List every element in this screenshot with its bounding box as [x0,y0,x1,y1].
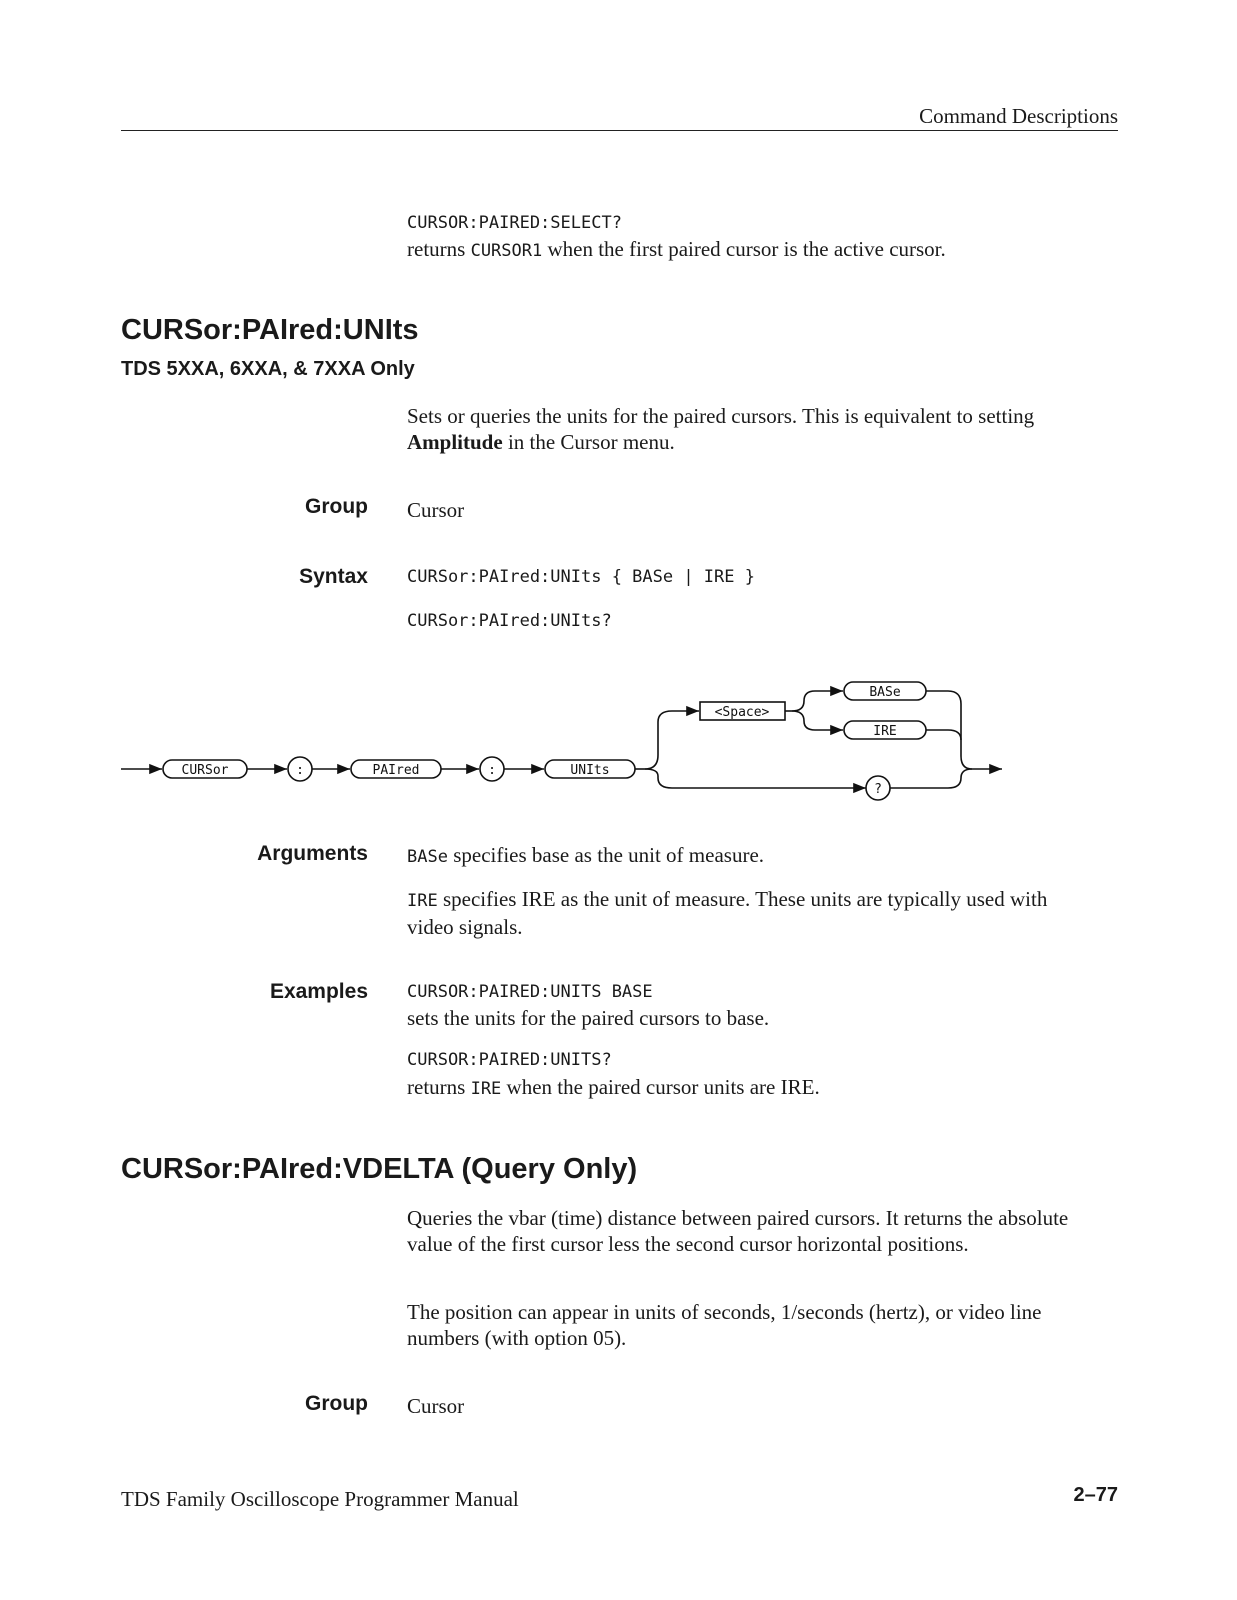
s1-syntax-line-1: CURSor:PAIred:UNIts { BASe | IRE } [407,567,755,587]
section2-title: CURSor:PAIred:VDELTA (Query Only) [121,1153,638,1185]
diagram-label-space: <Space> [714,705,770,720]
section1-description [407,403,1107,455]
diagram-label-base: BASe [869,685,901,700]
ex2-desc-code: IRE [470,1079,502,1099]
arg1-text: specifies base as the unit of measure. [447,843,765,867]
s1-group-value: Cursor [407,498,465,522]
section2-para-1: Queries the vbar (time) distance between paired cursors. It returns the absolute value of the first cursor less the second cursor horizontal positions. [407,1206,1069,1256]
intro-desc-code: CURSOR1 [470,241,543,261]
ex1-desc-pre: sets the units for the paired cursors to base. [407,1006,770,1030]
s1-examples-label: Examples [269,980,368,1003]
section1-subtitle: TDS 5XXA, 6XXA, & 7XXA Only [121,358,415,380]
s1-syntax-label: Syntax [299,565,368,588]
arg2-code: IRE [407,891,438,911]
footer-page-number: 2–77 [1073,1484,1118,1506]
s1-syntax-line-2: CURSor:PAIred:UNIts? [407,611,612,631]
s1-arguments-label: Arguments [257,842,368,865]
diagram-label-colon-2: : [488,763,496,778]
arg1-code: BASe [407,847,448,867]
footer-manual-title: TDS Family Oscilloscope Programmer Manual [121,1487,519,1511]
intro-example-command: CURSOR:PAIRED:SELECT? [407,213,622,233]
diagram-label-units: UNIts [570,763,610,778]
arg2-text: specifies IRE as the unit of measure. These units are typically used with video signals. [407,887,1048,939]
header-rule [121,130,1118,131]
running-header: Command Descriptions [919,104,1118,128]
s1-example-2-command: CURSOR:PAIRED:UNITS? [407,1050,612,1070]
intro-example-description [407,236,1107,264]
s2-group-value: Cursor [407,1394,465,1418]
section2-para-2: The position can appear in units of seconds, 1/seconds (hertz), or video line numbers (with option 05). [407,1300,1042,1350]
s1-group-label: Group [305,495,368,518]
diagram-label-paired: PAIred [372,763,420,778]
ex2-desc-post: when the paired cursor units are IRE. [501,1075,820,1099]
s1-example-1-command: CURSOR:PAIRED:UNITS BASE [407,982,653,1002]
s1-example-2-description [407,1074,1107,1102]
s1-desc-post: in the Cursor menu. [502,430,675,454]
intro-desc-post: when the first paired cursor is the active cursor. [542,237,946,261]
syntax-diagram [0,670,1237,810]
section1-title: CURSor:PAIred:UNIts [121,314,419,346]
diagram-label-colon-1: : [296,763,304,778]
s1-argument-2 [407,886,1087,940]
diagram-label-query: ? [874,782,882,797]
s2-group-label: Group [305,1392,368,1415]
ex2-desc-pre: returns [407,1075,471,1099]
diagram-label-cursor: CURSor [181,763,229,778]
s1-desc-pre: Sets or queries the units for the paired cursors. This is equivalent to setting [407,404,1035,428]
s1-desc-bold: Amplitude [407,430,503,454]
s1-argument-1 [407,842,1107,870]
diagram-label-ire: IRE [873,724,897,739]
s1-example-1-description [407,1005,1107,1033]
intro-desc-pre: returns [407,237,471,261]
